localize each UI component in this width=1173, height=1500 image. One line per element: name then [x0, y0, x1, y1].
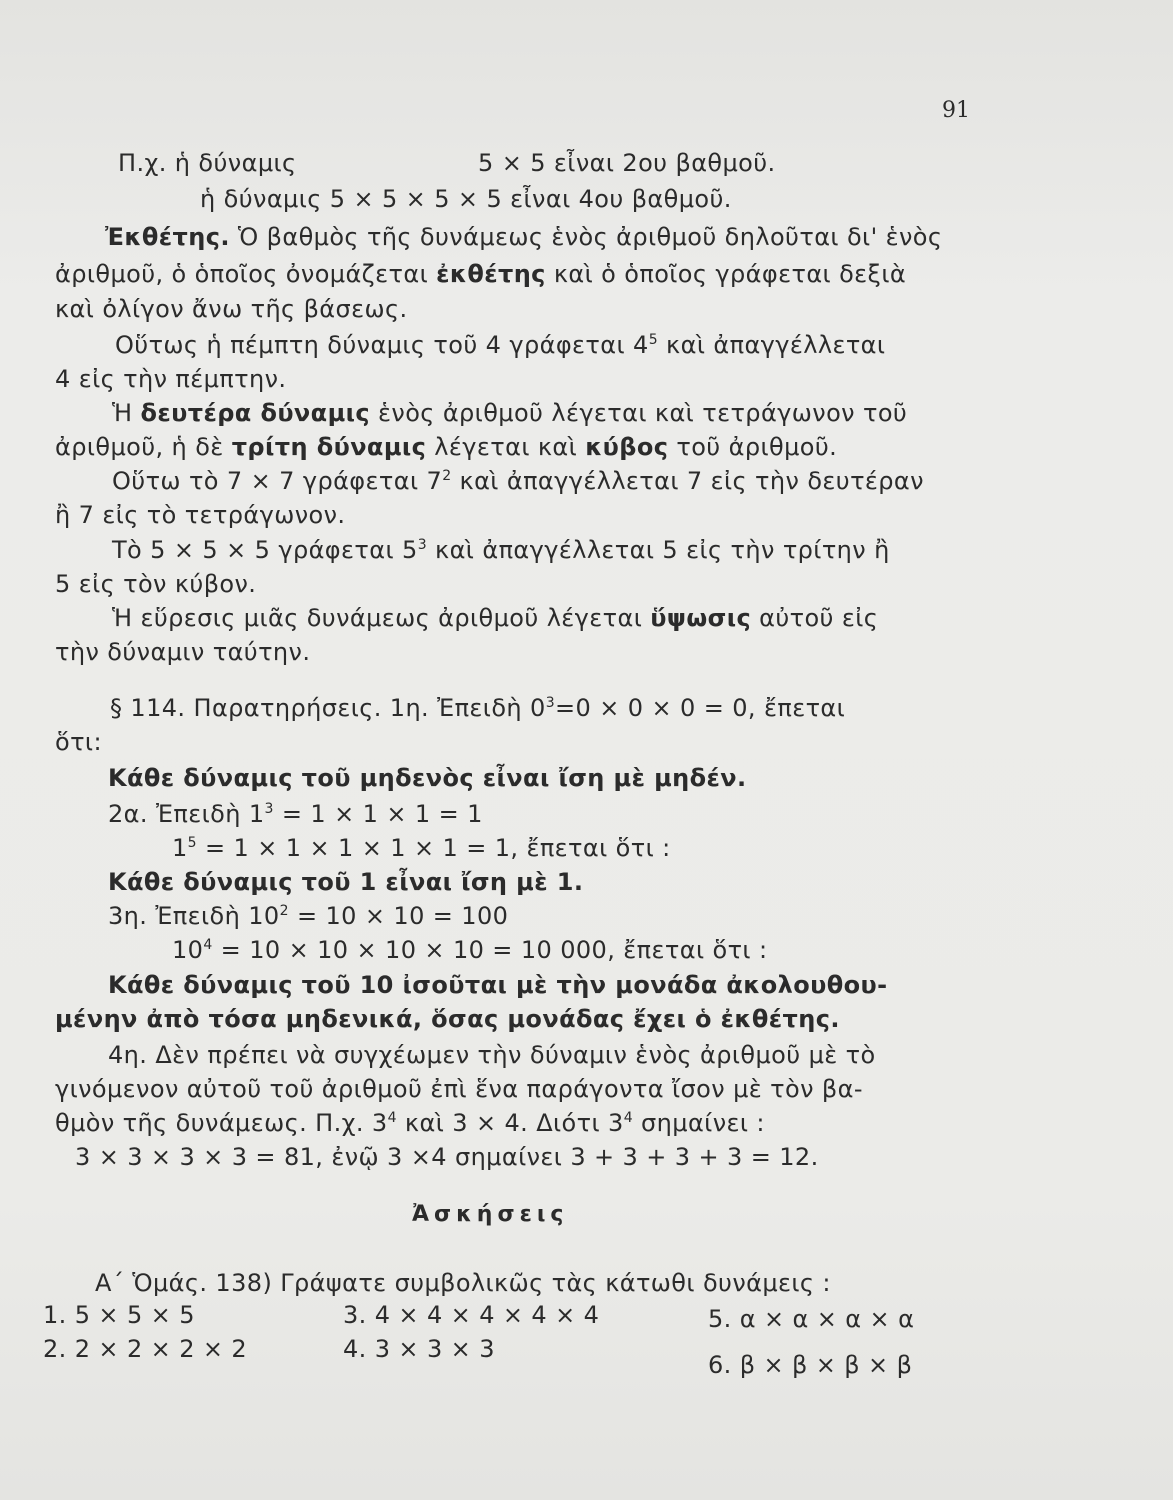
example-line-1b — [478, 148, 776, 178]
section-114-line: § 114. Παρατηρήσεις. 1η. Ἐπειδὴ $0^3=0 \times 0 \times 0 = 0$, ἔπεται — [110, 694, 846, 722]
paragraph-line: ἀριθμοῦ, ἡ δὲ τρίτη δύναμις λέγεται καὶ κύβος τοῦ ἀριθμοῦ. — [55, 433, 838, 461]
example-line-2: ἡ δύναμις 5 × 5 × 5 × 5 εἶναι 4ου βαθμοῦ. — [200, 185, 732, 213]
paragraph-line: Ἡ δευτέρα δύναμις ἑνὸς ἀριθμοῦ λέγεται καὶ τετράγωνον τοῦ — [112, 399, 908, 427]
exercise-item: 5. α × α × α × α — [708, 1305, 915, 1333]
paragraph-line: γινόμενον αὐτοῦ τοῦ ἀριθμοῦ ἐπὶ ἕνα παράγοντα ἴσον μὲ τὸν βα- — [55, 1075, 863, 1103]
exercise-group-line: Α΄ Ὁμάς. 138) Γράψατε συμβολικῶς τὰς κάτωθι δυνάμεις : — [95, 1269, 831, 1297]
paragraph-line: Οὕτως ἡ πέμπτη δύναμις τοῦ 4 γράφεται $4^5$ καὶ ἀπαγγέλλεται — [115, 331, 886, 359]
paragraph-line: τὴν δύναμιν ταύτην. — [55, 638, 311, 666]
equation-line: $1^5 = 1 \times 1 \times 1 \times 1 \times 1 = 1$, ἔπεται ὅτι : — [172, 834, 671, 862]
paragraph-line: θμὸν τῆς δυνάμεως. Π.χ. $3^4$ καὶ 3 × 4. Διότι $3^4$ σημαίνει : — [55, 1109, 765, 1137]
rule-ten-power-cont: μένην ἀπὸ τόσα μηδενικά, ὅσας μονάδας ἔχει ὁ ἐκθέτης. — [55, 1005, 840, 1033]
exercise-item: 6. β × β × β × β — [708, 1351, 913, 1379]
paragraph-line: Ἐκθέτης. Ὁ βαθμὸς τῆς δυνάμεως ἑνὸς ἀριθμοῦ δηλοῦται δι' ἑνὸς — [105, 223, 943, 251]
rule-one-power: Κάθε δύναμις τοῦ 1 εἶναι ἴση μὲ 1. — [108, 868, 584, 896]
paragraph-line: καὶ ὀλίγον ἄνω τῆς βάσεως. — [55, 295, 408, 323]
paragraph-line: 4 εἰς τὴν πέμπτην. — [55, 365, 287, 393]
exercise-item: 1. 5 × 5 × 5 — [43, 1301, 195, 1329]
example-prefix: Π.χ. ἡ δύναμις — [118, 149, 297, 177]
example-line-1 — [118, 148, 297, 178]
equation-line: 2α. Ἐπειδὴ $1^3 = 1 \times 1 \times 1 = 1$ — [108, 800, 483, 828]
rule-ten-power: Κάθε δύναμις τοῦ 10 ἰσοῦται μὲ τὴν μονάδα ἀκολουθου- — [108, 971, 888, 999]
equation-line: $10^4 = 10 \times 10 \times 10 \times 10 = 10$ 000, ἔπεται ὅτι : — [172, 936, 768, 964]
example-value: 5 × 5 εἶναι 2ου βαθμοῦ. — [478, 149, 776, 177]
paragraph-line: 4η. Δὲν πρέπει νὰ συγχέωμεν τὴν δύναμιν ἑνὸς ἀριθμοῦ μὲ τὸ — [108, 1041, 876, 1069]
equation-line: 3 × 3 × 3 × 3 = 81, ἐνῷ 3 ×4 σημαίνει 3 + 3 + 3 + 3 = 12. — [75, 1143, 819, 1171]
exercise-item: 2. 2 × 2 × 2 × 2 — [43, 1335, 248, 1363]
paragraph-line: ὅτι: — [55, 728, 102, 756]
paragraph-line: 5 εἰς τὸν κύβον. — [55, 570, 257, 598]
paragraph-line: ἢ 7 εἰς τὸ τετράγωνον. — [55, 501, 346, 529]
paragraph-line: Ἡ εὕρεσις μιᾶς δυνάμεως ἀριθμοῦ λέγεται ὕψωσις αὐτοῦ εἰς — [112, 604, 879, 632]
equation-line: 3η. Ἐπειδὴ $10^2 = 10 \times 10 = 100$ — [108, 902, 509, 930]
term-exponent: Ἐκθέτης. — [105, 223, 230, 251]
page-number: 91 — [942, 98, 970, 123]
exercise-item: 3. 4 × 4 × 4 × 4 × 4 — [343, 1301, 600, 1329]
exercises-heading: Ἀσκήσεις — [412, 1202, 569, 1227]
paragraph-line: Τὸ 5 × 5 × 5 γράφεται $5^3$ καὶ ἀπαγγέλλεται 5 εἰς τὴν τρίτην ἢ — [112, 536, 890, 564]
paragraph-line: ἀριθμοῦ, ὁ ὁποῖος ὀνομάζεται ἐκθέτης καὶ ὁ ὁποῖος γράφεται δεξιὰ — [55, 260, 907, 288]
paragraph-line: Οὕτω τὸ 7 × 7 γράφεται $7^2$ καὶ ἀπαγγέλλεται 7 εἰς τὴν δευτέραν — [112, 467, 924, 495]
exercise-item: 4. 3 × 3 × 3 — [343, 1335, 495, 1363]
rule-zero-power: Κάθε δύναμις τοῦ μηδενὸς εἶναι ἴση μὲ μηδέν. — [108, 764, 747, 792]
